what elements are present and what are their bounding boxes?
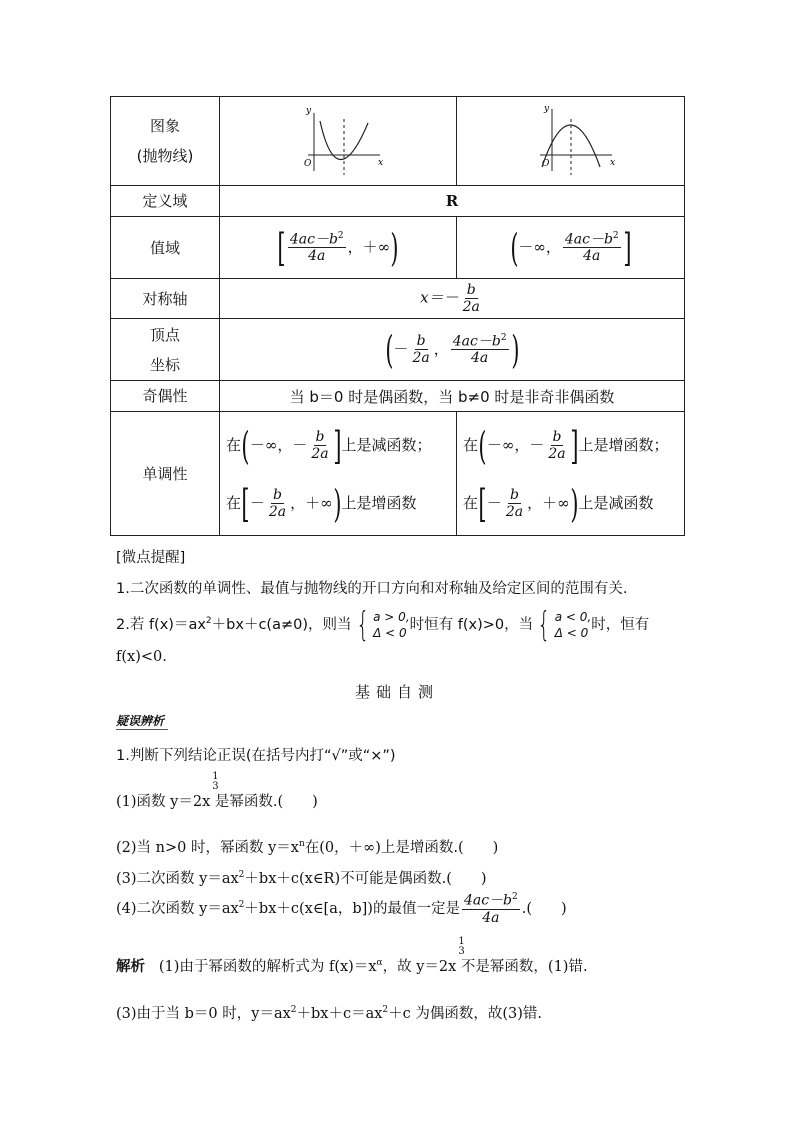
origin-label: O <box>304 159 312 169</box>
section-title: 基础自测 <box>354 683 439 701</box>
answer-3: (3)由于当 b＝0 时，$y=ax^2+bx+c=ax^2+c$ 为偶函数，故(3)错. <box>116 1005 543 1022</box>
range-downward: (－∞， $\frac{4ac-b^2}{4a}$ ] <box>457 217 685 279</box>
vertex-value: (－ $\frac{b}{2a}$ ， $\frac{4ac-b^2}{4a}$ ) <box>220 319 685 381</box>
question-3: (3)二次函数 $y=ax^2+bx+c(x\in R)$不可能是偶函数.( ) <box>116 870 487 887</box>
tips-line-3: f(x)<0. <box>116 649 167 665</box>
question-2: (2)当 n>0 时，幂函数 $y=x^n$在(0，＋∞)上是增函数.( ) <box>116 839 499 856</box>
monotonicity-downward: 在(－∞，－ $\frac{b}{2a}$ ]上是增函数； 在[－ $\frac{b}{2a}$ ，＋∞)上是减函数 <box>457 412 685 536</box>
upward-parabola-graph <box>220 97 456 181</box>
properties-table <box>110 96 685 536</box>
tips-line-1: 1.二次函数的单调性、最值与抛物线的开口方向和对称轴及给定区间的范围有关. <box>116 581 628 597</box>
parity-value: 当 b＝0 时是偶函数，当 b≠0 时是非奇非偶函数 <box>220 381 685 412</box>
y-axis-label: y <box>306 106 312 116</box>
y-axis-label: y <box>543 104 549 114</box>
tips-heading: [微点提醒] <box>116 550 186 566</box>
graph-downward-cell <box>457 97 685 186</box>
downward-parabola-graph <box>458 97 684 181</box>
row-label-graph: 图象 (抛物线) <box>111 97 220 186</box>
symmetry-axis-value: x＝－ $\frac{b}{2a}$ <box>220 279 685 319</box>
row-label-axis: 对称轴 <box>111 279 220 319</box>
range-upward: [ $\frac{4ac-b^2}{4a}$ ，＋∞) <box>220 217 457 279</box>
row-label-range: 值域 <box>111 217 220 279</box>
row-label-domain: 定义域 <box>111 186 220 217</box>
row-label-parity: 奇偶性 <box>111 381 220 412</box>
question-intro: 1.判断下列结论正误(在括号内打“√”或“×”) <box>116 748 396 764</box>
answer-1: 解析 (1)由于幂函数的解析式为 $f(x)=x^\alpha$，故 y＝2x 1 3 不是幂函数，(1)错. <box>116 936 588 975</box>
origin-label: O <box>541 159 549 169</box>
domain-value: R <box>220 186 685 217</box>
row-label-vertex: 顶点 坐标 <box>111 319 220 381</box>
monotonicity-upward: 在(－∞，－ $\frac{b}{2a}$ ]上是减函数； 在[－ $\frac{b}{2a}$ ，＋∞)上是增函数 <box>220 412 457 536</box>
x-axis-label: x <box>609 158 615 168</box>
question-1: (1)函数 y＝2x 1 3 是幂函数.( ) <box>116 771 318 810</box>
tips-line-2: 2.若 $f(x)=ax^2+bx+c(a\ne 0)$，则当 { a > 0, Δ < 0 时恒有 f(x)>0，当 { a < 0, Δ < 0 时，恒有 <box>116 604 650 645</box>
graph-upward-cell <box>220 97 457 186</box>
x-axis-label: x <box>378 158 384 168</box>
row-label-monotonicity: 单调性 <box>111 412 220 536</box>
question-4: (4)二次函数 $y=ax^2+bx+c(x\in[a$，b])的最值一定是 $\frac{4ac-b^2}{4a}$ .( ) <box>116 892 567 926</box>
subsection-label: 疑误辨析 <box>116 712 168 730</box>
